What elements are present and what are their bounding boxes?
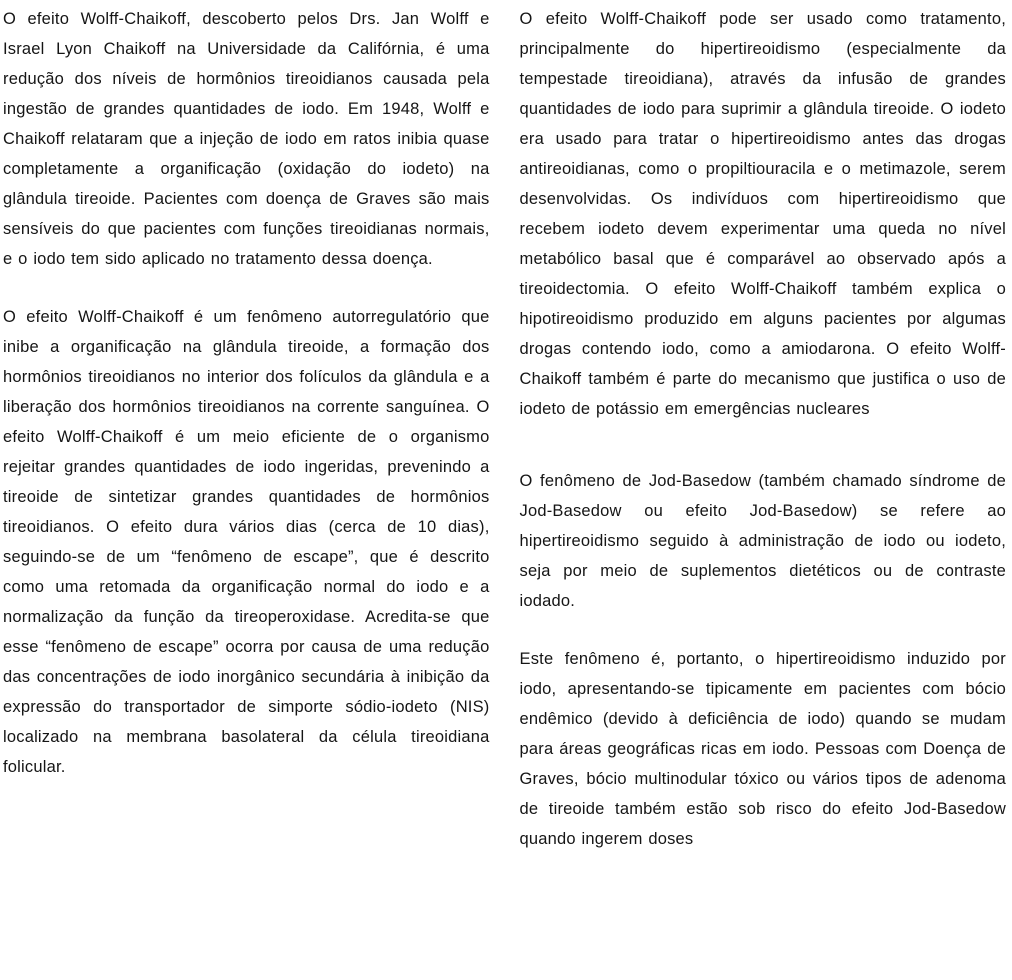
paragraph-wolff-chaikoff-mechanism: O efeito Wolff-Chaikoff é um fenômeno autorregulatório que inibe a organificação na glândula tireoide, a formação dos hormônios tireoidianos no interior dos folículos da glândula e a liberação dos hormônios tireoidianos na corrente sanguínea. O efeito Wolff-Chaikoff é um meio eficiente de o organismo rejeitar grandes quantidades de iodo ingeridas, prevenindo a tireoide de sintetizar grandes quantidades de hormônios tireoidianos. O efeito dura vários dias (cerca de 10 dias), seguindo-se de um “fenômeno de escape”, que é descrito como uma retomada da organificação normal do iodo e a normalização da função da tireoperoxidase. Acredita-se que esse “fenômeno de escape” ocorra por causa de uma redução das concentrações de iodo inorgânico secundária à inibição da expressão do transportador de simporte sódio-iodeto (NIS) localizado na membrana basolateral da célula tireoidiana folicular. [3, 308, 490, 776]
paragraph-wolff-chaikoff-intro: O efeito Wolff-Chaikoff, descoberto pelos Drs. Jan Wolff e Israel Lyon Chaikoff na Universidade da Califórnia, é uma redução dos níveis de hormônios tireoidianos causada pela ingestão de grandes quantidades de iodo. Em 1948, Wolff e Chaikoff relataram que a injeção de iodo em ratos inibia quase completamente a organificação (oxidação do iodeto) na glândula tireoide. Pacientes com doença de Graves são mais sensíveis do que pacientes com funções tireoidianas normais, e o iodo tem sido aplicado no tratamento dessa doença. [3, 10, 490, 268]
paragraph-wolff-chaikoff-treatment: O efeito Wolff-Chaikoff pode ser usado como tratamento, principalmente do hipertireoidismo (especialmente da tempestade tireoidiana), através da infusão de grandes quantidades de iodo para suprimir a glândula tireoide. O iodeto era usado para tratar o hipertireoidismo antes das drogas antireoidianas, como o propiltiouracila e o metimazole, serem desenvolvidas. Os indivíduos com hipertireoidismo que recebem iodeto devem experimentar uma queda no nível metabólico basal que é comparável ao observado após a tireoidectomia. O efeito Wolff-Chaikoff também explica o hipotireoidismo produzido em alguns pacientes por algumas drogas contendo iodo, como a amiodarona. O efeito Wolff-Chaikoff também é parte do mecanismo que justifica o uso de iodeto de potássio em emergências nucleares [519, 10, 1006, 418]
text-column-right [520, 4, 1007, 980]
text-column-left [3, 4, 490, 980]
paragraph-jod-basedow-intro: O fenômeno de Jod-Basedow (também chamado síndrome de Jod-Basedow ou efeito Jod-Basedow) se refere ao hipertireoidismo seguido à administração de iodo ou iodeto, seja por meio de suplementos dietéticos ou de contraste iodado. [519, 472, 1006, 610]
paragraph-jod-basedow-detail: Este fenômeno é, portanto, o hipertireoidismo induzido por iodo, apresentando-se tipicamente em pacientes com bócio endêmico (devido à deficiência de iodo) quando se mudam para áreas geográficas ricas em iodo. Pessoas com Doença de Graves, bócio multinodular tóxico ou vários tipos de adenoma de tireoide também estão sob risco do efeito Jod-Basedow quando ingerem doses [519, 650, 1006, 848]
